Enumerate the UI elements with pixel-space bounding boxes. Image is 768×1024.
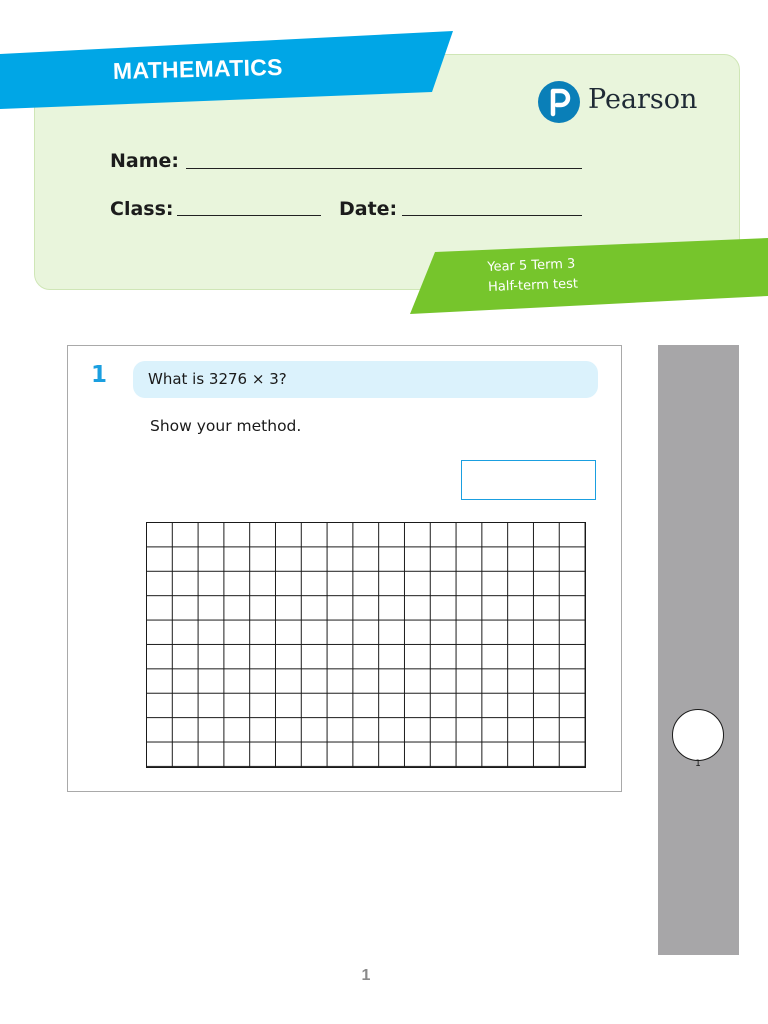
name-field[interactable]	[186, 168, 582, 169]
publisher-name: Pearson	[588, 84, 698, 115]
marking-margin	[658, 345, 739, 955]
class-field[interactable]	[177, 215, 321, 216]
working-grid[interactable]	[146, 522, 586, 768]
term-info	[487, 255, 578, 298]
class-label: Class:	[110, 198, 174, 220]
term-line-year: Year 5 Term 3	[487, 256, 576, 275]
question-prompt: What is 3276 × 3?	[133, 361, 598, 398]
publisher-logo	[537, 80, 697, 126]
marks-total: 1	[695, 759, 701, 769]
mark-circle[interactable]	[672, 709, 724, 761]
question-number: 1	[91, 362, 108, 388]
subject-title: MATHEMATICS	[112, 53, 284, 84]
term-banner	[405, 236, 768, 318]
answer-box[interactable]	[461, 460, 596, 500]
term-line-test: Half-term test	[487, 276, 579, 295]
page-number: 1	[361, 967, 371, 984]
date-label: Date:	[339, 198, 398, 220]
question-instruction: Show your method.	[150, 417, 302, 435]
name-label: Name:	[110, 150, 180, 172]
date-field[interactable]	[402, 215, 582, 216]
pearson-p-logo-icon	[537, 80, 581, 124]
